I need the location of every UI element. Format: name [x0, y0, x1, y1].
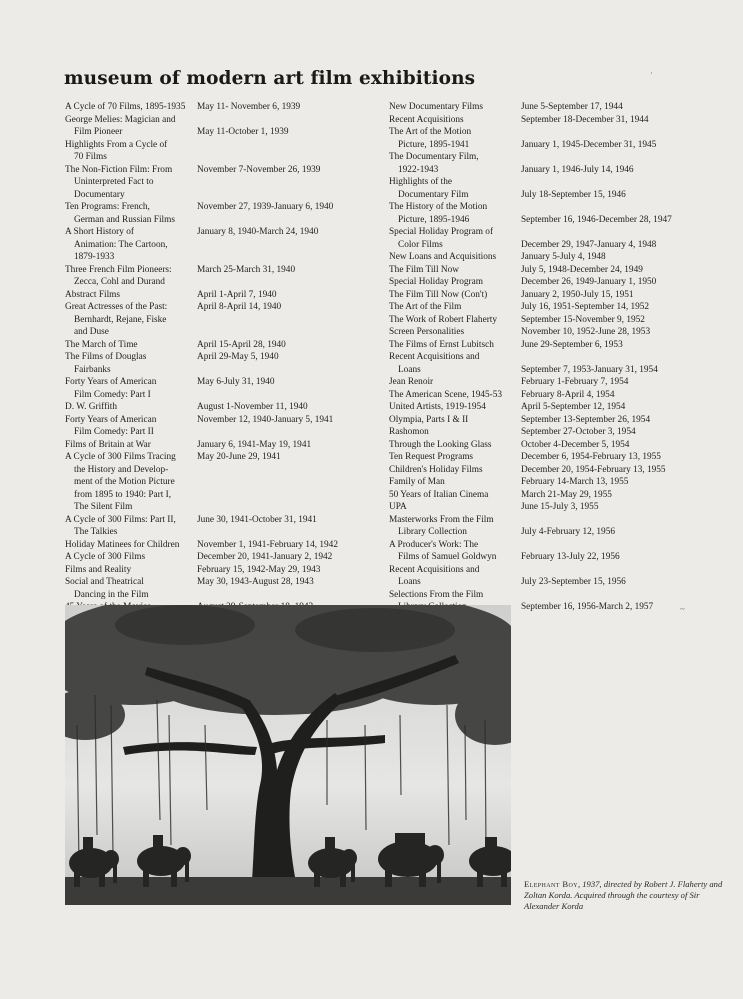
paper-scratch: ~: [680, 604, 685, 614]
exhibition-date: April 15-April 28, 1940: [197, 339, 286, 350]
exhibition-titles-column-2: [389, 101, 517, 614]
exhibition-title: German and Russian Films: [74, 214, 175, 225]
exhibition-date: January 1, 1945-December 31, 1945: [521, 139, 657, 150]
exhibition-date: [197, 526, 385, 539]
exhibition-date: December 6, 1954-February 13, 1955: [521, 452, 661, 462]
exhibition-title: the History and Develop-: [74, 464, 169, 475]
exhibition-title: UPA: [389, 502, 407, 512]
exhibition-title: Loans: [398, 364, 421, 375]
exhibition-date: June 5-September 17, 1944: [521, 102, 623, 112]
exhibition-titles-column-1: [65, 101, 193, 614]
exhibition-title: A Cycle of 300 Films: [65, 552, 146, 562]
exhibition-date: July 23-September 15, 1956: [521, 577, 626, 587]
exhibition-title: Film Comedy: Part II: [74, 427, 154, 437]
exhibition-title: Highlights From a Cycle of: [65, 139, 168, 150]
exhibition-title: Picture, 1895-1946: [398, 214, 470, 225]
exhibition-title: The Non-Fiction Film: From: [65, 164, 173, 175]
exhibition-title: from 1895 to 1940: Part I,: [74, 489, 172, 500]
exhibition-date: [197, 176, 385, 189]
exhibition-date: January 8, 1940-March 24, 1940: [197, 227, 319, 237]
exhibition-title: Recent Acquisitions and: [389, 564, 480, 575]
exhibition-date: [521, 351, 721, 364]
exhibition-title: New Loans and Acquisitions: [389, 252, 497, 262]
exhibition-date: [197, 501, 385, 514]
exhibition-title: Forty Years of American: [65, 414, 157, 425]
page-title: museum of modern art film exhibitions: [64, 68, 476, 89]
exhibition-title: Olympia, Parts I & II: [389, 414, 469, 425]
exhibition-title: Dancing in the Film: [74, 589, 149, 600]
exhibition-title: Social and Theatrical: [65, 577, 144, 587]
exhibition-title: Screen Personalities: [389, 327, 465, 337]
photo-ground: [65, 877, 511, 905]
exhibition-date: February 14-March 13, 1955: [521, 477, 629, 487]
elephant-boy-photo: [65, 605, 511, 905]
exhibition-title: Highlights of the: [389, 177, 453, 187]
exhibition-title: The Art of the Film: [389, 302, 462, 312]
caption-text: , 1937, directed by Robert J. Flaherty and Zoltan Korda. Acquired through the courtesy of Sir Alexander Korda: [524, 879, 723, 911]
exhibition-title: Recent Acquisitions: [389, 114, 464, 125]
exhibition-date: [197, 326, 385, 339]
exhibition-date: April 1-April 7, 1940: [197, 289, 277, 300]
exhibition-title: The Film Till Now: [389, 264, 460, 275]
exhibition-date: June 29-September 6, 1953: [521, 339, 623, 350]
exhibition-date: January 5-July 4, 1948: [521, 252, 606, 262]
exhibition-date: September 27-October 3, 1954: [521, 427, 636, 437]
exhibition-date: [197, 426, 385, 439]
exhibition-title: A Cycle of 300 Films Tracing: [65, 452, 176, 462]
exhibition-title: Rashomon: [389, 427, 429, 437]
exhibition-title: Children's Holiday Films: [389, 464, 483, 475]
exhibition-title: The Talkies: [74, 527, 118, 537]
exhibition-date: [521, 564, 721, 577]
exhibition-date: April 8-April 14, 1940: [197, 302, 282, 312]
exhibition-date: September 7, 1953-January 31, 1954: [521, 364, 658, 375]
exhibition-date: March 21-May 29, 1955: [521, 489, 612, 500]
exhibition-date: [197, 151, 385, 164]
exhibition-date: February 13-July 22, 1956: [521, 552, 620, 562]
exhibition-title: The Films of Douglas: [65, 352, 147, 362]
exhibition-title: A Cycle of 300 Films: Part II,: [65, 514, 176, 525]
exhibition-date: May 30, 1943-August 28, 1943: [197, 577, 314, 587]
exhibition-date: [521, 176, 721, 189]
exhibition-title: Great Actresses of the Past:: [65, 302, 168, 312]
exhibition-date: [197, 489, 385, 502]
exhibition-title: Family of Man: [389, 477, 445, 487]
exhibition-title: Bernhardt, Rejane, Fiske: [74, 314, 167, 325]
exhibition-date: May 11- November 6, 1939: [197, 102, 301, 112]
exhibition-date: September 18-December 31, 1944: [521, 114, 649, 125]
exhibition-date: [197, 476, 385, 489]
exhibition-title: Jean Renoir: [389, 377, 434, 387]
exhibition-title: New Documentary Films: [389, 102, 483, 112]
exhibition-title: Zecca, Cohl and Durand: [74, 277, 165, 287]
exhibition-title: Ten Programs: French,: [65, 202, 150, 212]
exhibition-date: July 16, 1951-September 14, 1952: [521, 302, 650, 312]
exhibition-title: Ten Request Programs: [389, 452, 474, 462]
exhibition-date: [197, 251, 385, 264]
exhibition-date: July 5, 1948-December 24, 1949: [521, 264, 643, 275]
exhibition-date: [197, 139, 385, 152]
exhibition-date: July 4-February 12, 1956: [521, 527, 615, 537]
exhibition-date: March 25-March 31, 1940: [197, 264, 296, 275]
exhibition-date: August 1-November 11, 1940: [197, 402, 308, 412]
exhibition-title: 1922-1943: [398, 164, 439, 175]
exhibition-date: December 20, 1941-January 2, 1942: [197, 552, 333, 562]
photo-caption: [524, 879, 724, 912]
exhibition-date: May 11-October 1, 1939: [197, 127, 289, 137]
caption-film-title: Elephant Boy: [524, 879, 578, 889]
exhibition-title: Documentary Film: [398, 189, 469, 200]
exhibition-date: July 18-September 15, 1946: [521, 189, 626, 200]
exhibition-title: George Melies: Magician and: [65, 114, 176, 125]
exhibition-dates-column-1: [197, 101, 385, 626]
paper-speck: ·: [650, 68, 653, 78]
exhibition-title: Holiday Matinees for Children: [65, 539, 180, 550]
exhibition-title: The History of the Motion: [389, 202, 488, 212]
exhibition-date: November 10, 1952-June 28, 1953: [521, 327, 651, 337]
exhibition-title: A Cycle of 70 Films, 1895-1935: [65, 102, 186, 112]
exhibition-date: September 16, 1956-March 2, 1957: [521, 602, 654, 612]
exhibition-title: Recent Acquisitions and: [389, 352, 480, 362]
exhibition-title: The Film Till Now (Con't): [389, 289, 488, 300]
exhibition-title: and Duse: [74, 327, 109, 337]
exhibition-title: Film Pioneer: [74, 127, 123, 137]
exhibition-date: [521, 539, 721, 552]
exhibition-date: [197, 239, 385, 252]
exhibition-title: Films and Reality: [65, 564, 132, 575]
exhibition-date: December 26, 1949-January 1, 1950: [521, 277, 657, 287]
exhibition-title: Picture, 1895-1941: [398, 139, 470, 150]
exhibition-title: Special Holiday Program of: [389, 227, 494, 237]
exhibition-date: December 20, 1954-February 13, 1955: [521, 464, 666, 475]
exhibition-date: February 15, 1942-May 29, 1943: [197, 564, 321, 575]
exhibition-date: December 29, 1947-January 4, 1948: [521, 239, 657, 250]
exhibition-date: [521, 514, 721, 527]
exhibition-date: September 16, 1946-December 28, 1947: [521, 214, 672, 225]
exhibition-date: January 2, 1950-July 15, 1951: [521, 289, 634, 300]
exhibition-date: November 27, 1939-January 6, 1940: [197, 202, 334, 212]
exhibition-title: Films of Britain at War: [65, 439, 151, 450]
exhibition-date: [521, 226, 721, 239]
exhibition-date: May 20-June 29, 1941: [197, 452, 281, 462]
exhibition-date: [197, 589, 385, 602]
exhibition-date: [521, 589, 721, 602]
exhibition-title: 50 Years of Italian Cinema: [389, 489, 489, 500]
exhibition-date: [197, 314, 385, 327]
exhibition-date: April 29-May 5, 1940: [197, 352, 279, 362]
exhibition-title: United Artists, 1919-1954: [389, 402, 486, 412]
exhibition-title: Three French Film Pioneers:: [65, 264, 172, 275]
exhibition-title: Special Holiday Program: [389, 277, 483, 287]
exhibition-title: The Documentary Film,: [389, 152, 479, 162]
exhibition-title: Masterworks From the Film: [389, 514, 494, 525]
exhibition-title: The Work of Robert Flaherty: [389, 314, 498, 325]
exhibition-date: [197, 389, 385, 402]
exhibition-date: May 6-July 31, 1940: [197, 377, 275, 387]
exhibition-title: Through the Looking Glass: [389, 439, 492, 450]
exhibition-title: Loans: [398, 577, 421, 587]
exhibition-date: [521, 151, 721, 164]
exhibition-date: January 6, 1941-May 19, 1941: [197, 439, 312, 450]
exhibition-title: ment of the Motion Picture: [74, 477, 175, 487]
exhibition-title: Forty Years of American: [65, 377, 157, 387]
exhibition-title: Documentary: [74, 189, 125, 200]
exhibition-date: November 12, 1940-January 5, 1941: [197, 414, 334, 425]
exhibition-date: [197, 189, 385, 202]
exhibition-date: September 13-September 26, 1954: [521, 414, 651, 425]
exhibition-title: A Short History of: [65, 227, 134, 237]
exhibition-date: October 4-December 5, 1954: [521, 439, 630, 450]
exhibition-title: Library Collection: [398, 527, 467, 537]
exhibition-date: November 7-November 26, 1939: [197, 164, 321, 175]
exhibition-title: The Art of the Motion: [389, 127, 472, 137]
exhibition-date: February 1-February 7, 1954: [521, 377, 629, 387]
exhibition-title: D. W. Griffith: [65, 402, 117, 412]
exhibition-date: [197, 464, 385, 477]
exhibition-title: The American Scene, 1945-53: [389, 389, 503, 400]
exhibition-title: Color Films: [398, 239, 443, 250]
exhibition-title: Film Comedy: Part I: [74, 389, 151, 400]
exhibition-date: [197, 364, 385, 377]
exhibition-title: Uninterpreted Fact to: [74, 177, 154, 187]
exhibition-date: February 8-April 4, 1954: [521, 389, 615, 400]
exhibition-date: [197, 114, 385, 127]
exhibition-date: [521, 201, 721, 214]
exhibition-date: November 1, 1941-February 14, 1942: [197, 539, 338, 550]
exhibition-date: January 1, 1946-July 14, 1946: [521, 164, 634, 175]
exhibition-title: Animation: The Cartoon,: [74, 239, 168, 250]
exhibition-date: September 15-November 9, 1952: [521, 314, 645, 325]
exhibition-title: Fairbanks: [74, 364, 111, 375]
exhibition-title: The Silent Film: [74, 502, 133, 512]
exhibition-title: 1879-1933: [74, 252, 115, 262]
exhibition-date: April 5-September 12, 1954: [521, 402, 626, 412]
exhibition-title: The Films of Ernst Lubitsch: [389, 339, 494, 350]
exhibition-date: [197, 276, 385, 289]
exhibition-title: Abstract Films: [65, 289, 121, 300]
exhibition-title: The March of Time: [65, 339, 138, 350]
exhibition-title: 70 Films: [74, 152, 107, 162]
exhibition-date: June 15-July 3, 1955: [521, 502, 599, 512]
exhibition-date: [197, 214, 385, 227]
exhibition-dates-column-2: [521, 101, 721, 614]
exhibition-title: Films of Samuel Goldwyn: [398, 552, 497, 562]
exhibition-title: A Producer's Work: The: [389, 539, 479, 550]
exhibition-date: June 30, 1941-October 31, 1941: [197, 514, 317, 525]
exhibition-title: Selections From the Film: [389, 589, 484, 600]
exhibition-date: [521, 126, 721, 139]
